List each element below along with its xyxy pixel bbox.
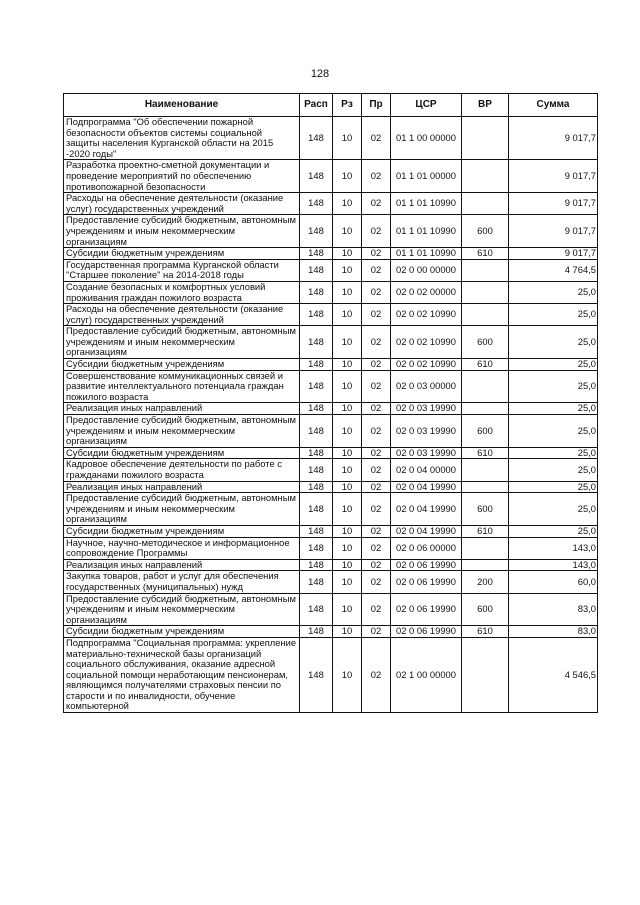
cell-vr: 610 bbox=[462, 359, 509, 371]
cell-vr bbox=[462, 281, 509, 303]
cell-rz: 10 bbox=[333, 248, 362, 260]
cell-vr bbox=[462, 459, 509, 481]
cell-sum: 25,0 bbox=[509, 326, 598, 359]
table-row bbox=[64, 637, 598, 712]
cell-sum: 4 764,5 bbox=[509, 259, 598, 281]
table-row bbox=[64, 415, 598, 448]
cell-sum: 9 017,7 bbox=[509, 117, 598, 160]
cell-vr bbox=[462, 193, 509, 215]
cell-rasp: 148 bbox=[300, 559, 333, 571]
cell-rz: 10 bbox=[333, 304, 362, 326]
cell-csr: 02 0 02 00000 bbox=[391, 281, 462, 303]
cell-csr: 02 0 04 19990 bbox=[391, 481, 462, 493]
cell-rasp: 148 bbox=[300, 248, 333, 260]
cell-csr: 02 0 03 19990 bbox=[391, 415, 462, 448]
table-row bbox=[64, 459, 598, 481]
cell-rasp: 148 bbox=[300, 215, 333, 248]
cell-rz: 10 bbox=[333, 117, 362, 160]
cell-sum: 9 017,7 bbox=[509, 248, 598, 260]
cell-sum: 83,0 bbox=[509, 626, 598, 638]
cell-pr: 02 bbox=[362, 248, 391, 260]
cell-name: Предоставление субсидий бюджетным, автономным учреждениям и иным некоммерческим организациям bbox=[64, 326, 300, 359]
table-row bbox=[64, 248, 598, 260]
cell-rasp: 148 bbox=[300, 481, 333, 493]
cell-rz: 10 bbox=[333, 525, 362, 537]
cell-pr: 02 bbox=[362, 215, 391, 248]
cell-name: Предоставление субсидий бюджетным, автономным учреждениям и иным некоммерческим организациям bbox=[64, 593, 300, 626]
cell-rasp: 148 bbox=[300, 259, 333, 281]
table-row bbox=[64, 259, 598, 281]
cell-vr bbox=[462, 559, 509, 571]
cell-rasp: 148 bbox=[300, 447, 333, 459]
cell-name: Реализация иных направлений bbox=[64, 559, 300, 571]
cell-pr: 02 bbox=[362, 193, 391, 215]
cell-rz: 10 bbox=[333, 537, 362, 559]
cell-sum: 25,0 bbox=[509, 370, 598, 403]
cell-rasp: 148 bbox=[300, 537, 333, 559]
table-row bbox=[64, 571, 598, 593]
cell-name: Расходы на обеспечение деятельности (оказание услуг) государственных учреждений bbox=[64, 193, 300, 215]
cell-pr: 02 bbox=[362, 481, 391, 493]
cell-vr: 600 bbox=[462, 415, 509, 448]
cell-name: Субсидии бюджетным учреждениям bbox=[64, 447, 300, 459]
cell-sum: 60,0 bbox=[509, 571, 598, 593]
cell-rasp: 148 bbox=[300, 525, 333, 537]
cell-rz: 10 bbox=[333, 326, 362, 359]
table-row bbox=[64, 326, 598, 359]
cell-rasp: 148 bbox=[300, 193, 333, 215]
cell-csr: 02 0 02 10990 bbox=[391, 326, 462, 359]
cell-csr: 02 0 02 10990 bbox=[391, 359, 462, 371]
cell-pr: 02 bbox=[362, 525, 391, 537]
cell-vr bbox=[462, 117, 509, 160]
cell-csr: 01 1 00 00000 bbox=[391, 117, 462, 160]
table-row bbox=[64, 160, 598, 193]
cell-csr: 01 1 01 10990 bbox=[391, 215, 462, 248]
cell-vr: 610 bbox=[462, 248, 509, 260]
cell-name: Субсидии бюджетным учреждениям bbox=[64, 626, 300, 638]
cell-csr: 02 0 04 19990 bbox=[391, 493, 462, 526]
cell-pr: 02 bbox=[362, 117, 391, 160]
cell-vr bbox=[462, 537, 509, 559]
cell-name: Предоставление субсидий бюджетным, автономным учреждениям и иным некоммерческим организациям bbox=[64, 215, 300, 248]
cell-sum: 25,0 bbox=[509, 481, 598, 493]
cell-name: Предоставление субсидий бюджетным, автономным учреждениям и иным некоммерческим организациям bbox=[64, 415, 300, 448]
table-header-row bbox=[64, 94, 598, 117]
cell-rasp: 148 bbox=[300, 493, 333, 526]
table-row bbox=[64, 215, 598, 248]
cell-sum: 25,0 bbox=[509, 525, 598, 537]
cell-rasp: 148 bbox=[300, 117, 333, 160]
cell-rasp: 148 bbox=[300, 370, 333, 403]
cell-vr: 600 bbox=[462, 593, 509, 626]
cell-csr: 01 1 01 10990 bbox=[391, 193, 462, 215]
header-pr: Пр bbox=[362, 94, 391, 117]
cell-rz: 10 bbox=[333, 626, 362, 638]
cell-csr: 02 0 03 19990 bbox=[391, 403, 462, 415]
cell-name: Кадровое обеспечение деятельности по работе с гражданами пожилого возраста bbox=[64, 459, 300, 481]
cell-vr: 610 bbox=[462, 447, 509, 459]
cell-rz: 10 bbox=[333, 571, 362, 593]
cell-pr: 02 bbox=[362, 304, 391, 326]
cell-rz: 10 bbox=[333, 403, 362, 415]
table-row bbox=[64, 117, 598, 160]
table-row bbox=[64, 525, 598, 537]
cell-pr: 02 bbox=[362, 415, 391, 448]
cell-csr: 02 0 00 00000 bbox=[391, 259, 462, 281]
cell-vr bbox=[462, 637, 509, 712]
cell-pr: 02 bbox=[362, 459, 391, 481]
cell-rasp: 148 bbox=[300, 626, 333, 638]
cell-vr bbox=[462, 403, 509, 415]
cell-sum: 9 017,7 bbox=[509, 193, 598, 215]
cell-rasp: 148 bbox=[300, 160, 333, 193]
table-row bbox=[64, 626, 598, 638]
cell-pr: 02 bbox=[362, 493, 391, 526]
cell-pr: 02 bbox=[362, 326, 391, 359]
header-rasp: Расп bbox=[300, 94, 333, 117]
cell-rasp: 148 bbox=[300, 459, 333, 481]
cell-rz: 10 bbox=[333, 447, 362, 459]
cell-name: Реализация иных направлений bbox=[64, 481, 300, 493]
cell-csr: 02 0 06 19990 bbox=[391, 571, 462, 593]
cell-name: Реализация иных направлений bbox=[64, 403, 300, 415]
table-row bbox=[64, 447, 598, 459]
cell-pr: 02 bbox=[362, 281, 391, 303]
cell-rasp: 148 bbox=[300, 637, 333, 712]
table-row bbox=[64, 537, 598, 559]
cell-csr: 02 0 03 19990 bbox=[391, 447, 462, 459]
cell-pr: 02 bbox=[362, 403, 391, 415]
cell-name: Разработка проектно-сметной документации и проведение мероприятий по обеспечению противопожарной безопасности bbox=[64, 160, 300, 193]
cell-vr: 610 bbox=[462, 626, 509, 638]
cell-name: Закупка товаров, работ и услуг для обеспечения государственных (муниципальных) нужд bbox=[64, 571, 300, 593]
cell-sum: 25,0 bbox=[509, 304, 598, 326]
cell-vr bbox=[462, 481, 509, 493]
cell-sum: 25,0 bbox=[509, 359, 598, 371]
cell-sum: 143,0 bbox=[509, 559, 598, 571]
table-row bbox=[64, 403, 598, 415]
cell-pr: 02 bbox=[362, 259, 391, 281]
cell-csr: 01 1 01 00000 bbox=[391, 160, 462, 193]
table-row bbox=[64, 359, 598, 371]
cell-rz: 10 bbox=[333, 415, 362, 448]
cell-rz: 10 bbox=[333, 370, 362, 403]
table-body bbox=[64, 117, 598, 713]
cell-name: Предоставление субсидий бюджетным, автономным учреждениям и иным некоммерческим организациям bbox=[64, 493, 300, 526]
cell-pr: 02 bbox=[362, 537, 391, 559]
budget-table bbox=[63, 93, 598, 713]
cell-rasp: 148 bbox=[300, 593, 333, 626]
page-number: 128 bbox=[310, 68, 330, 80]
cell-rz: 10 bbox=[333, 193, 362, 215]
cell-sum: 4 546,5 bbox=[509, 637, 598, 712]
cell-vr: 600 bbox=[462, 326, 509, 359]
cell-sum: 83,0 bbox=[509, 593, 598, 626]
cell-csr: 02 0 04 00000 bbox=[391, 459, 462, 481]
cell-sum: 25,0 bbox=[509, 447, 598, 459]
cell-vr: 600 bbox=[462, 215, 509, 248]
cell-csr: 02 0 06 19990 bbox=[391, 593, 462, 626]
cell-csr: 02 0 04 19990 bbox=[391, 525, 462, 537]
table-row bbox=[64, 481, 598, 493]
cell-rz: 10 bbox=[333, 215, 362, 248]
table-row bbox=[64, 304, 598, 326]
cell-rz: 10 bbox=[333, 359, 362, 371]
cell-pr: 02 bbox=[362, 359, 391, 371]
cell-rasp: 148 bbox=[300, 359, 333, 371]
table-row bbox=[64, 493, 598, 526]
cell-vr: 200 bbox=[462, 571, 509, 593]
cell-rz: 10 bbox=[333, 593, 362, 626]
cell-name: Субсидии бюджетным учреждениям bbox=[64, 248, 300, 260]
header-vr: ВР bbox=[462, 94, 509, 117]
cell-rasp: 148 bbox=[300, 304, 333, 326]
cell-rasp: 148 bbox=[300, 415, 333, 448]
cell-sum: 9 017,7 bbox=[509, 160, 598, 193]
cell-csr: 02 1 00 00000 bbox=[391, 637, 462, 712]
cell-vr bbox=[462, 259, 509, 281]
cell-sum: 25,0 bbox=[509, 459, 598, 481]
cell-vr bbox=[462, 370, 509, 403]
cell-rasp: 148 bbox=[300, 326, 333, 359]
cell-csr: 01 1 01 10990 bbox=[391, 248, 462, 260]
cell-vr bbox=[462, 304, 509, 326]
table-row bbox=[64, 281, 598, 303]
cell-sum: 25,0 bbox=[509, 281, 598, 303]
cell-rz: 10 bbox=[333, 481, 362, 493]
cell-name: Подпрограмма "Социальная программа: укрепление материально-технической базы организаций социального обслуживания, оказание адресной социальной помощи неработающим пенсионерам, являющимся получателями страховых пенсии по старости и по инвалидности, обучение компьютерной bbox=[64, 637, 300, 712]
cell-sum: 25,0 bbox=[509, 493, 598, 526]
cell-pr: 02 bbox=[362, 626, 391, 638]
cell-name: Субсидии бюджетным учреждениям bbox=[64, 525, 300, 537]
cell-name: Совершенствование коммуникационных связей и развитие интеллектуального потенциала граждан пожилого возраста bbox=[64, 370, 300, 403]
cell-pr: 02 bbox=[362, 160, 391, 193]
cell-rz: 10 bbox=[333, 281, 362, 303]
table-row bbox=[64, 193, 598, 215]
table-row bbox=[64, 370, 598, 403]
cell-name: Подпрограмма "Об обеспечении пожарной безопасности объектов системы социальной защиты населения Курганской области на 2015 -2020 годы" bbox=[64, 117, 300, 160]
cell-vr bbox=[462, 160, 509, 193]
cell-vr: 600 bbox=[462, 493, 509, 526]
cell-sum: 143,0 bbox=[509, 537, 598, 559]
cell-pr: 02 bbox=[362, 637, 391, 712]
cell-sum: 25,0 bbox=[509, 415, 598, 448]
cell-rz: 10 bbox=[333, 160, 362, 193]
header-rz: Рз bbox=[333, 94, 362, 117]
cell-name: Создание безопасных и комфортных условий проживания граждан пожилого возраста bbox=[64, 281, 300, 303]
header-csr: ЦСР bbox=[391, 94, 462, 117]
cell-csr: 02 0 06 00000 bbox=[391, 537, 462, 559]
cell-sum: 25,0 bbox=[509, 403, 598, 415]
header-name: Наименование bbox=[64, 94, 300, 117]
header-sum: Сумма bbox=[509, 94, 598, 117]
cell-rz: 10 bbox=[333, 459, 362, 481]
cell-rz: 10 bbox=[333, 637, 362, 712]
cell-name: Расходы на обеспечение деятельности (оказание услуг) государственных учреждений bbox=[64, 304, 300, 326]
cell-rasp: 148 bbox=[300, 403, 333, 415]
cell-pr: 02 bbox=[362, 370, 391, 403]
cell-vr: 610 bbox=[462, 525, 509, 537]
cell-rz: 10 bbox=[333, 493, 362, 526]
cell-name: Научное, научно-методическое и информационное сопровождение Программы bbox=[64, 537, 300, 559]
table-row bbox=[64, 593, 598, 626]
cell-pr: 02 bbox=[362, 571, 391, 593]
cell-csr: 02 0 06 19990 bbox=[391, 559, 462, 571]
cell-csr: 02 0 03 00000 bbox=[391, 370, 462, 403]
cell-csr: 02 0 06 19990 bbox=[391, 626, 462, 638]
cell-name: Государственная программа Курганской области "Старшее поколение" на 2014-2018 годы bbox=[64, 259, 300, 281]
cell-rz: 10 bbox=[333, 559, 362, 571]
cell-pr: 02 bbox=[362, 559, 391, 571]
cell-rasp: 148 bbox=[300, 281, 333, 303]
cell-rz: 10 bbox=[333, 259, 362, 281]
cell-rasp: 148 bbox=[300, 571, 333, 593]
cell-pr: 02 bbox=[362, 447, 391, 459]
table-row bbox=[64, 559, 598, 571]
cell-pr: 02 bbox=[362, 593, 391, 626]
cell-name: Субсидии бюджетным учреждениям bbox=[64, 359, 300, 371]
cell-sum: 9 017,7 bbox=[509, 215, 598, 248]
cell-csr: 02 0 02 10990 bbox=[391, 304, 462, 326]
